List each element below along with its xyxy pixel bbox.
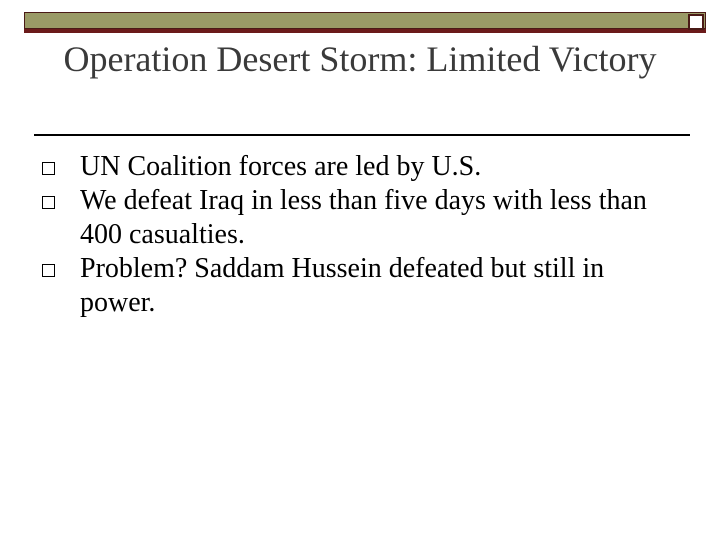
bullet-text: UN Coalition forces are led by U.S.: [80, 151, 482, 182]
corner-square-icon: [688, 14, 704, 30]
slide-title: Operation Desert Storm: Limited Victory: [63, 39, 657, 79]
bullet-text: We defeat Iraq in less than five days with less than 400 casualties.: [80, 185, 647, 250]
bullet-list: [40, 150, 680, 320]
header-bar-accent: [24, 29, 706, 33]
bullet-item: [40, 150, 680, 184]
header-bar-olive: [24, 12, 706, 29]
hollow-square-icon: [42, 264, 55, 277]
title-divider: [34, 134, 690, 136]
hollow-square-icon: [42, 162, 55, 175]
bullet-item: [40, 252, 680, 320]
hollow-square-icon: [42, 196, 55, 209]
bullet-item: [40, 184, 680, 252]
header-bar: [24, 12, 706, 32]
bullet-text: Problem? Saddam Hussein defeated but still in power.: [80, 253, 605, 318]
